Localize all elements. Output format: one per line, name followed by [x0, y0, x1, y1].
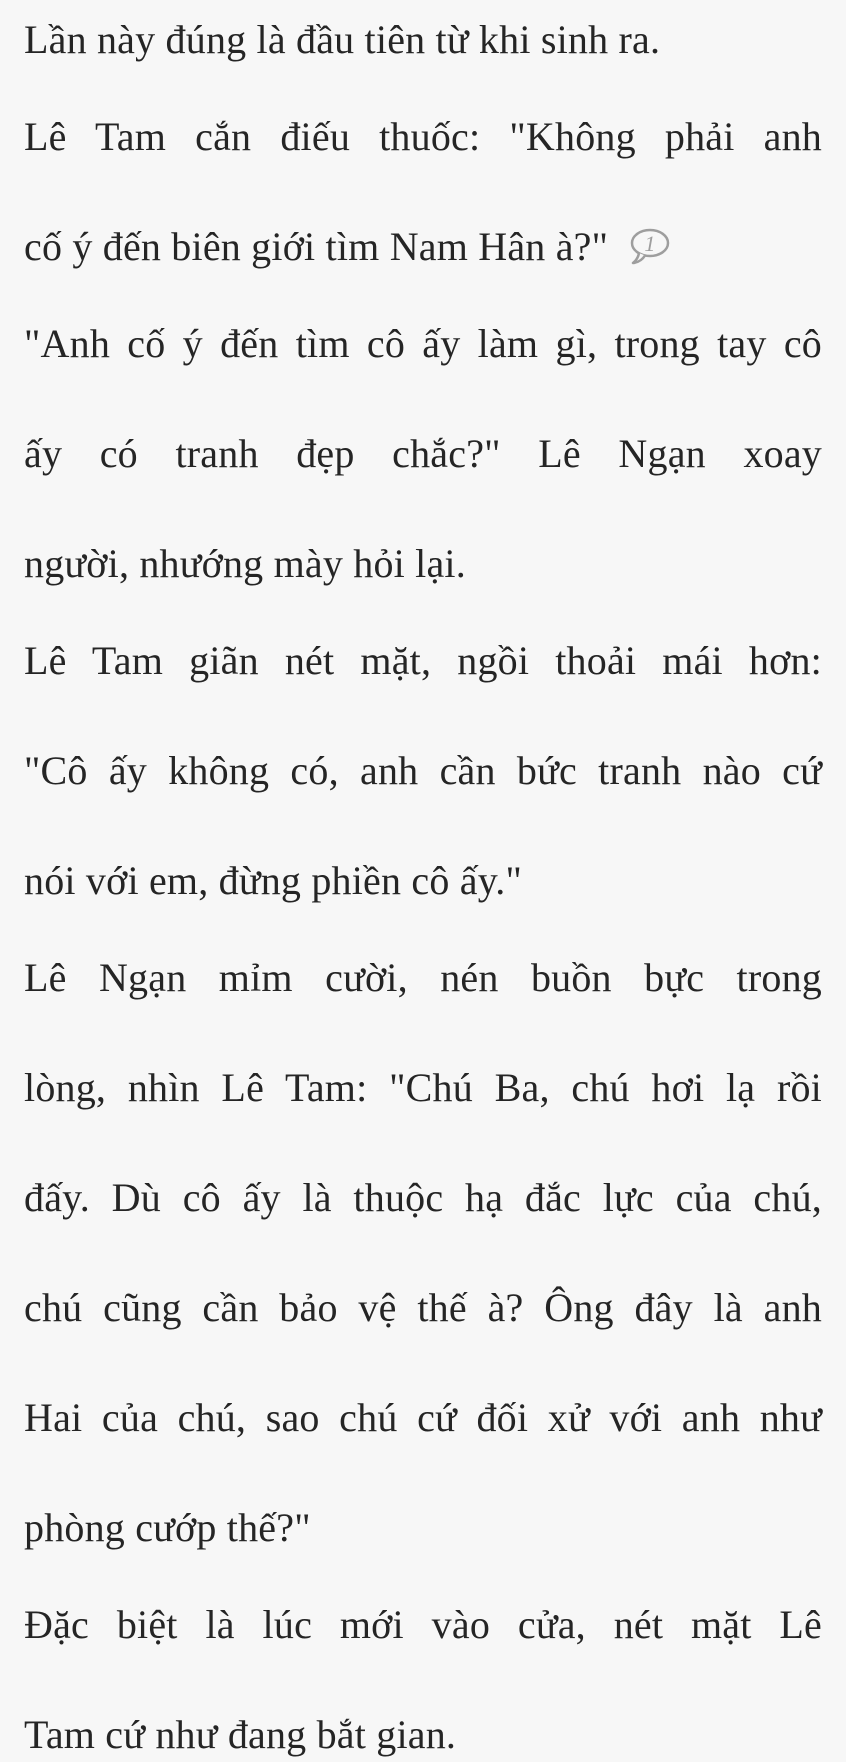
text-line: Lê Tam giãn nét mặt, ngồi thoải mái hơn:: [24, 638, 822, 683]
text-line: "Cô ấy không có, anh cần bức tranh nào cứ: [24, 748, 822, 793]
text-line: cố ý đến biên giới tìm Nam Hân à?" 1: [24, 219, 822, 274]
text-line: người, nhướng mày hỏi lại.: [24, 541, 466, 586]
text-line: Lần này đúng là đầu tiên từ khi sinh ra.: [24, 17, 661, 62]
text-line: chú cũng cần bảo vệ thế à? Ông đây là anh: [24, 1285, 822, 1330]
comment-count-number: 1: [644, 231, 656, 256]
paragraph: [24, 633, 822, 908]
paragraph: [24, 12, 822, 67]
text-line: "Anh cố ý đến tìm cô ấy làm gì, trong tay cô: [24, 321, 822, 366]
text-line: đấy. Dù cô ấy là thuộc hạ đắc lực của chú,: [24, 1175, 822, 1220]
paragraph: [24, 109, 822, 274]
text-line: Đặc biệt là lúc mới vào cửa, nét mặt Lê: [24, 1602, 822, 1647]
paragraph: [24, 1597, 822, 1762]
paragraph: [24, 316, 822, 591]
text-line: Lê Tam cắn điếu thuốc: "Không phải anh: [24, 114, 822, 159]
text-line: Hai của chú, sao chú cứ đối xử với anh như: [24, 1395, 822, 1440]
paragraph: [24, 950, 822, 1555]
text-line: nói với em, đừng phiền cô ấy.": [24, 858, 523, 903]
text-line: Lê Ngạn mỉm cười, nén buồn bực trong: [24, 955, 822, 1000]
text-line: lòng, nhìn Lê Tam: "Chú Ba, chú hơi lạ rồi: [24, 1065, 822, 1110]
comment-count-badge-icon[interactable]: [628, 228, 672, 268]
text-line: Tam cứ như đang bắt gian.: [24, 1712, 457, 1757]
text-line: phòng cướp thế?": [24, 1505, 311, 1550]
text-line: ấy có tranh đẹp chắc?" Lê Ngạn xoay: [24, 431, 822, 476]
